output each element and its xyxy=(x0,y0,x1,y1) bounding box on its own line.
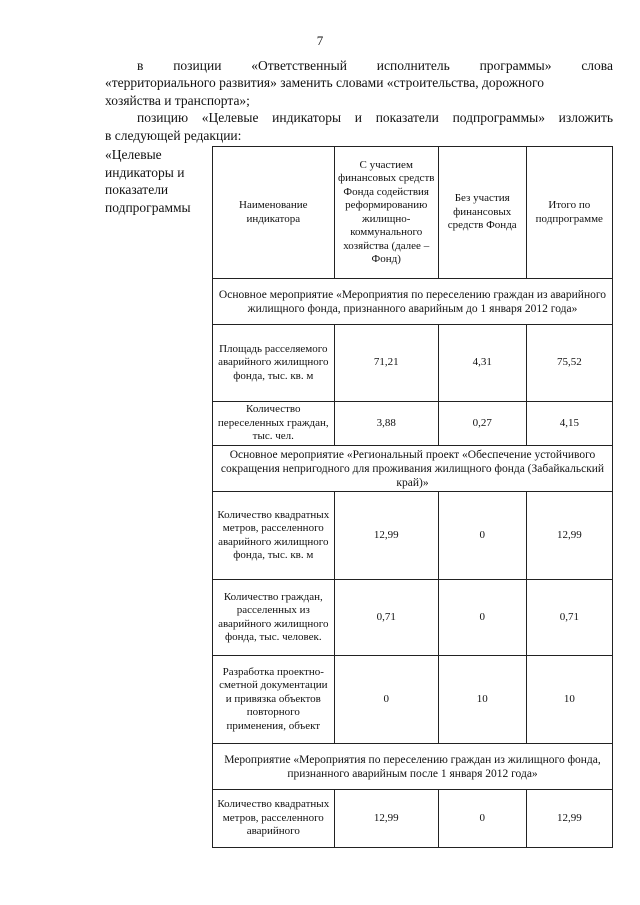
table-header-row xyxy=(213,147,613,279)
header-cell: С участием финансовых средств Фонда содействия реформированию жилищно-коммунального хозяйства (далее – Фонд) xyxy=(334,147,438,279)
value-cell: 4,15 xyxy=(526,402,612,446)
header-cell: Без участия финансовых средств Фонда xyxy=(438,147,526,279)
value-cell: 75,52 xyxy=(526,325,612,402)
table-row xyxy=(213,492,613,580)
value-cell: 10 xyxy=(438,656,526,744)
table-row xyxy=(213,325,613,402)
value-cell: 0,71 xyxy=(526,580,612,656)
value-cell: 0 xyxy=(334,656,438,744)
value-cell: 12,99 xyxy=(334,492,438,580)
paragraph-1-line-1: в позиции «Ответственный исполнитель программы» слова xyxy=(137,58,613,73)
value-cell: 4,31 xyxy=(438,325,526,402)
value-cell: 10 xyxy=(526,656,612,744)
table-row xyxy=(213,790,613,848)
value-cell: 12,99 xyxy=(334,790,438,848)
header-cell: Итого по подпрограмме xyxy=(526,147,612,279)
value-cell: 12,99 xyxy=(526,492,612,580)
value-cell: 3,88 xyxy=(334,402,438,446)
table-row xyxy=(213,402,613,446)
indicator-name: Площадь расселяемого аварийного жилищного фонда, тыс. кв. м xyxy=(213,325,335,402)
section-title: Основное мероприятие «Мероприятия по переселению граждан из аварийного жилищного фонда, признанного аварийным до 1 января 2012 года» xyxy=(213,279,613,325)
section-title: Мероприятие «Мероприятия по переселению граждан из жилищного фонда, признанного аварийным после 1 января 2012 года» xyxy=(213,744,613,790)
indicator-name: Количество квадратных метров, расселенного аварийного xyxy=(213,790,335,848)
paragraph-1-line-3: хозяйства и транспорта»; xyxy=(105,93,250,108)
value-cell: 0 xyxy=(438,492,526,580)
table-row xyxy=(213,656,613,744)
side-label: «Целевые индикаторы и показатели подпрограммы xyxy=(105,147,191,215)
value-cell: 0,71 xyxy=(334,580,438,656)
value-cell: 12,99 xyxy=(526,790,612,848)
value-cell: 0,27 xyxy=(438,402,526,446)
page-number: 7 xyxy=(316,33,324,48)
paragraph-2-line-1: позицию «Целевые индикаторы и показатели подпрограммы» изложить xyxy=(137,110,613,125)
indicator-name: Количество переселенных граждан, тыс. чел. xyxy=(213,402,335,446)
table-row xyxy=(213,580,613,656)
value-cell: 0 xyxy=(438,580,526,656)
value-cell: 71,21 xyxy=(334,325,438,402)
indicator-name: Разработка проектно-сметной документации и привязка объектов повторного применения, объект xyxy=(213,656,335,744)
indicators-table xyxy=(212,146,613,848)
indicator-name: Количество граждан, расселенных из аварийного жилищного фонда, тыс. человек. xyxy=(213,580,335,656)
indicator-name: Количество квадратных метров, расселенного аварийного жилищного фонда, тыс. кв. м xyxy=(213,492,335,580)
value-cell: 0 xyxy=(438,790,526,848)
section-title: Основное мероприятие «Региональный проект «Обеспечение устойчивого сокращения непригодного для проживания жилищного фонда (Забайкальский край)» xyxy=(213,446,613,492)
paragraph-2-line-2: в следующей редакции: xyxy=(105,128,242,143)
header-cell: Наименование индикатора xyxy=(213,147,335,279)
paragraph-1-line-2: «территориального развития» заменить словами «строительства, дорожного xyxy=(105,75,544,90)
